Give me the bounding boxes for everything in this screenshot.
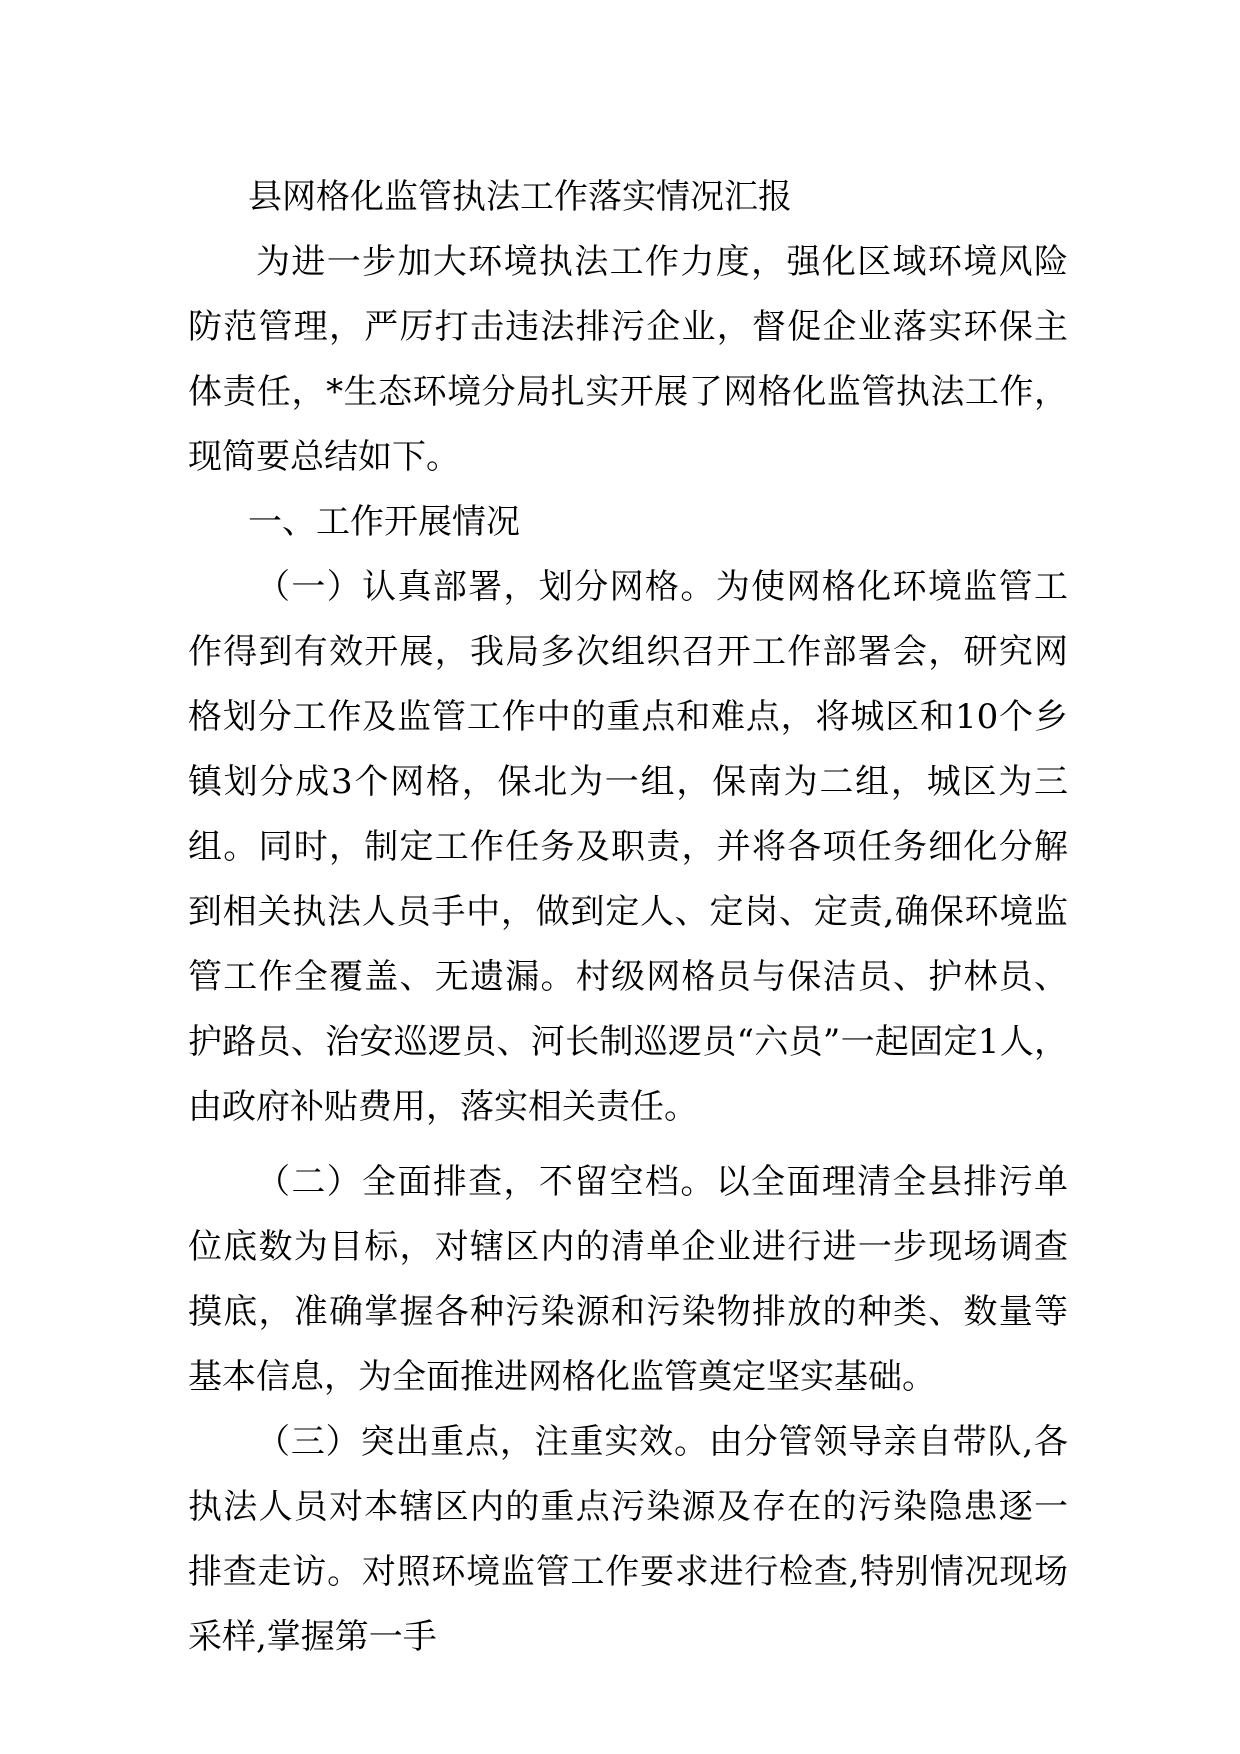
intro-paragraph: 为进一步加大环境执法工作力度，强化区域环境风险防范管理，严厉打击违法排污企业，督促企业落实环保主体责任，*生态环境分局扎实开展了网格化监管执法工作，现简要总结如下。	[188, 242, 1068, 477]
section-heading: 一、工作开展情况	[248, 502, 520, 542]
document-body	[188, 165, 1068, 1670]
paragraph-focus: （三）突出重点，注重实效。由分管领导亲自带队,各执法人员对本辖区内的重点污染源及存在的污染隐患逐一排查走访。对照环境监管工作要求进行检查,特别情况现场采样,掌握第一手	[188, 1422, 1068, 1657]
paragraph-inspection: （二）全面排查，不留空档。以全面理清全县排污单位底数为目标，对辖区内的清单企业进行进一步现场调查摸底，准确掌握各种污染源和污染物排放的种类、数量等基本信息，为全面推进网格化监管奠定坚实基础。	[188, 1162, 1068, 1397]
paragraph-deployment: （一）认真部署，划分网格。为使网格化环境监管工作得到有效开展，我局多次组织召开工作部署会，研究网格划分工作及监管工作中的重点和难点，将城区和10个乡镇划分成3个网格，保北为一组，保南为二组，城区为三组。同时，制定工作任务及职责，并将各项任务细化分解到相关执法人员手中，做到定人、定岗、定责,确保环境监管工作全覆盖、无遗漏。村级网格员与保洁员、护林员、护路员、治安巡逻员、河长制巡逻员“六员”一起固定1人，由政府补贴费用，落实相关责任。	[188, 567, 1068, 1127]
document-title: 县网格化监管执法工作落实情况汇报	[248, 177, 792, 217]
